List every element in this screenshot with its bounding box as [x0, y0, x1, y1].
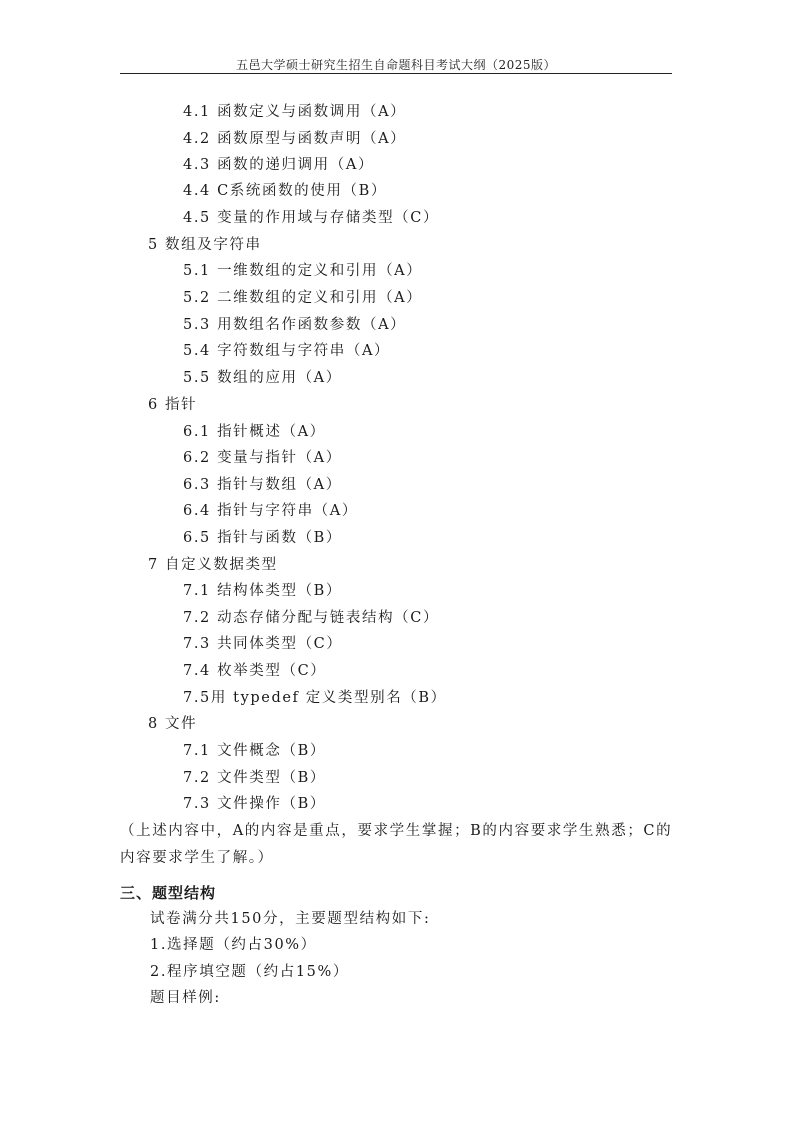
- outline-item: 7.3 共同体类型（C）: [183, 636, 343, 652]
- outline-item: 5.5 数组的应用（A）: [183, 370, 342, 386]
- outline-chapter: 5 数组及字符串: [148, 237, 262, 253]
- question-type-item: 1.选择题（约占30%）: [150, 937, 317, 953]
- header-rule: [120, 73, 672, 74]
- outline-item: 6.2 变量与指针（A）: [183, 450, 342, 466]
- outline-chapter: 7 自定义数据类型: [148, 557, 278, 573]
- outline-chapter: 8 文件: [148, 716, 198, 732]
- outline-item: 7.1 文件概念（B）: [183, 743, 326, 759]
- example-label: 题目样例:: [150, 990, 221, 1006]
- outline-item: 6.5 指针与函数（B）: [183, 530, 343, 546]
- outline-item: 4.4 C系统函数的使用（B）: [183, 183, 387, 199]
- outline-item: 7.3 文件操作（B）: [183, 796, 326, 812]
- page-header: 五邑大学硕士研究生招生自命题科目考试大纲（2025版）: [235, 58, 557, 72]
- outline-item: 6.4 指针与字符串（A）: [183, 503, 358, 519]
- outline-item: 4.5 变量的作用域与存储类型（C）: [183, 210, 440, 226]
- note-line-2: 内容要求学生了解。）: [120, 850, 274, 866]
- note-line-1: （上述内容中，A的内容是重点，要求学生掌握；B的内容要求学生熟悉；C的: [120, 823, 673, 839]
- outline-item: 5.1 一维数组的定义和引用（A）: [183, 263, 423, 279]
- outline-item: 4.2 函数原型与函数声明（A）: [183, 131, 407, 147]
- outline-item: 7.5用 typedef 定义类型别名（B）: [183, 690, 447, 706]
- outline-item: 7.2 动态存储分配与链表结构（C）: [183, 610, 440, 626]
- outline-item: 6.1 指针概述（A）: [183, 424, 326, 440]
- section-heading: 三、题型结构: [120, 884, 217, 902]
- outline-item: 5.3 用数组名作函数参数（A）: [183, 317, 407, 333]
- outline-chapter: 6 指针: [148, 397, 198, 413]
- question-type-item: 2.程序填空题（约占15%）: [150, 964, 349, 980]
- outline-item: 4.1 函数定义与函数调用（A）: [183, 104, 407, 120]
- outline-item: 7.2 文件类型（B）: [183, 770, 326, 786]
- section-intro: 试卷满分共150分，主要题型结构如下:: [150, 911, 431, 927]
- outline-item: 7.4 枚举类型（C）: [183, 663, 327, 679]
- outline-item: 5.2 二维数组的定义和引用（A）: [183, 290, 423, 306]
- outline-item: 7.1 结构体类型（B）: [183, 583, 343, 599]
- outline-item: 4.3 函数的递归调用（A）: [183, 157, 375, 173]
- outline-item: 6.3 指针与数组（A）: [183, 477, 342, 493]
- outline-item: 5.4 字符数组与字符串（A）: [183, 343, 391, 359]
